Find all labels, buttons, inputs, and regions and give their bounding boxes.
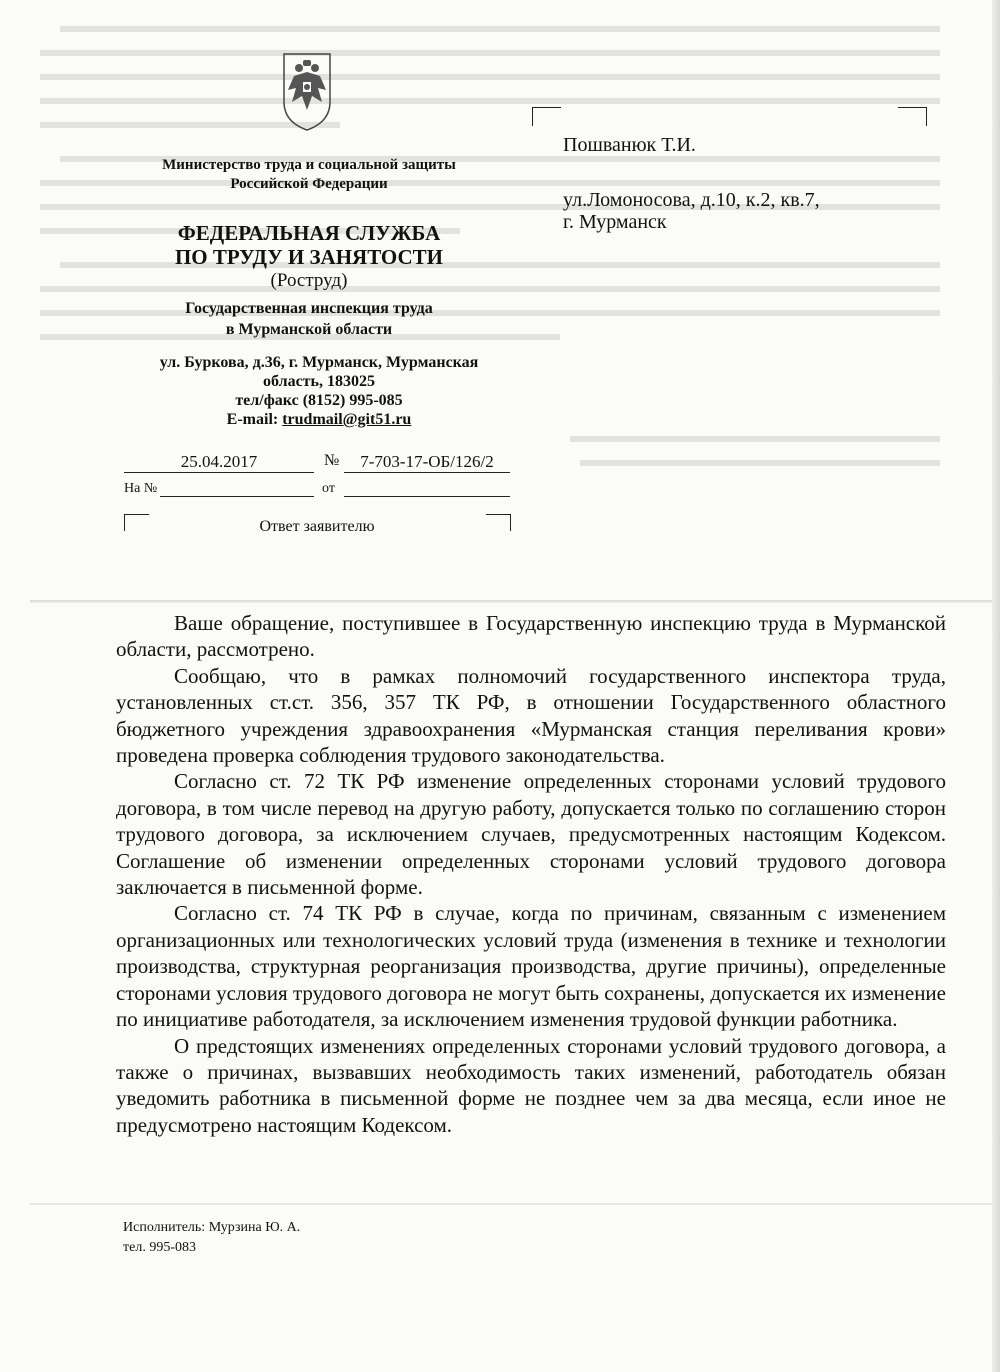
address-line-2: область, 183025	[263, 373, 375, 390]
letter-number: 7-703-17-ОБ/126/2	[360, 452, 494, 471]
ministry-line-1: Министерство труда и социальной защиты	[162, 157, 456, 173]
inspection-line-2: в Мурманской области	[225, 321, 393, 338]
letter-date: 25.04.2017	[180, 452, 258, 471]
email-link[interactable]: trudmail@git51.ru	[282, 411, 412, 428]
inspection-contacts	[120, 353, 518, 429]
number-underline	[344, 472, 510, 473]
service-line-1: ФЕДЕРАЛЬНАЯ СЛУЖБА	[177, 221, 441, 245]
inspection-name	[120, 298, 498, 340]
body-paragraph: Согласно ст. 74 ТК РФ в случае, когда по причинам, связанным с изменением организационных или технологических условий труда (изменения в технике и технологии производства, структурная реорганизация производства, другие причины), определенные сторонами условия трудового договора не могут быть сохранены, допускается их изменение по инициативе работодателя, за исключением изменения трудовой функции работника.	[116, 901, 946, 1032]
from-underline	[344, 496, 510, 497]
body-paragraph: Сообщаю, что в рамках полномочий государственного инспектора труда, установленных ст.ст. 356, 357 ТК РФ, в отношении Государственного областного бюджетного учреждения здравоохранения «Мурманская станция переливания крови» проведена проверка соблюдения трудового законодательства.	[116, 663, 946, 768]
service-line-2: ПО ТРУДУ И ЗАНЯТОСТИ	[174, 245, 444, 269]
page-edge-shadow	[992, 0, 1000, 1372]
coat-of-arms-icon	[278, 50, 336, 134]
body-paragraph: Согласно ст. 72 ТК РФ изменение определенных сторонами условий трудового договора, в том числе перевод на другую работу, допускается только по соглашению сторон трудового договора, за исключением случаев, предусмотренных настоящим Кодексом. Соглашение об изменении определенных сторонами условий трудового договора заключается в письменной форме.	[116, 769, 946, 900]
email-line	[120, 410, 518, 429]
number-label: №	[324, 452, 340, 469]
ministry-name	[120, 156, 498, 194]
email-label: E-mail:	[226, 411, 279, 428]
paper-fold	[30, 600, 1000, 603]
executor-name: Исполнитель: Мурзина Ю. А.	[123, 1220, 301, 1235]
body-paragraph: О предстоящих изменениях определенных сторонами условий трудового договора, а также о причинах, вызвавших необходимость таких изменений, работодатель обязан уведомить работника в письменной форме не позднее чем за два месяца, если иное не предусмотрено настоящим Кодексом.	[116, 1033, 946, 1137]
recipient-city: г. Мурманск	[563, 211, 667, 233]
phone-fax: тел/факс (8152) 995-085	[235, 392, 403, 409]
date-underline	[124, 472, 314, 473]
letter-body	[116, 610, 946, 1138]
recipient-corner-left	[532, 107, 561, 126]
on-number-label: На №	[124, 481, 158, 496]
subject-line: Ответ заявителю	[259, 518, 375, 535]
recipient-corner-right	[898, 107, 927, 126]
executor-phone: тел. 995-083	[123, 1240, 196, 1255]
inspection-line-1: Государственная инспекция труда	[185, 300, 433, 317]
ministry-line-2: Российской Федерации	[230, 176, 388, 192]
recipient-street: ул.Ломоносова, д.10, к.2, кв.7,	[563, 189, 820, 211]
recipient-name: Пошванюк Т.И.	[563, 134, 696, 156]
service-name	[120, 221, 498, 293]
from-label: от	[322, 481, 335, 496]
address-line-1: ул. Буркова, д.36, г. Мурманск, Мурманская	[159, 354, 479, 371]
body-paragraph: Ваше обращение, поступившее в Государственную инспекцию труда в Мурманской области, рассмотрено.	[116, 611, 946, 662]
paper-fold-lower	[30, 1203, 1000, 1205]
on-number-underline	[160, 496, 314, 497]
service-abbreviation: (Роструд)	[270, 270, 348, 291]
